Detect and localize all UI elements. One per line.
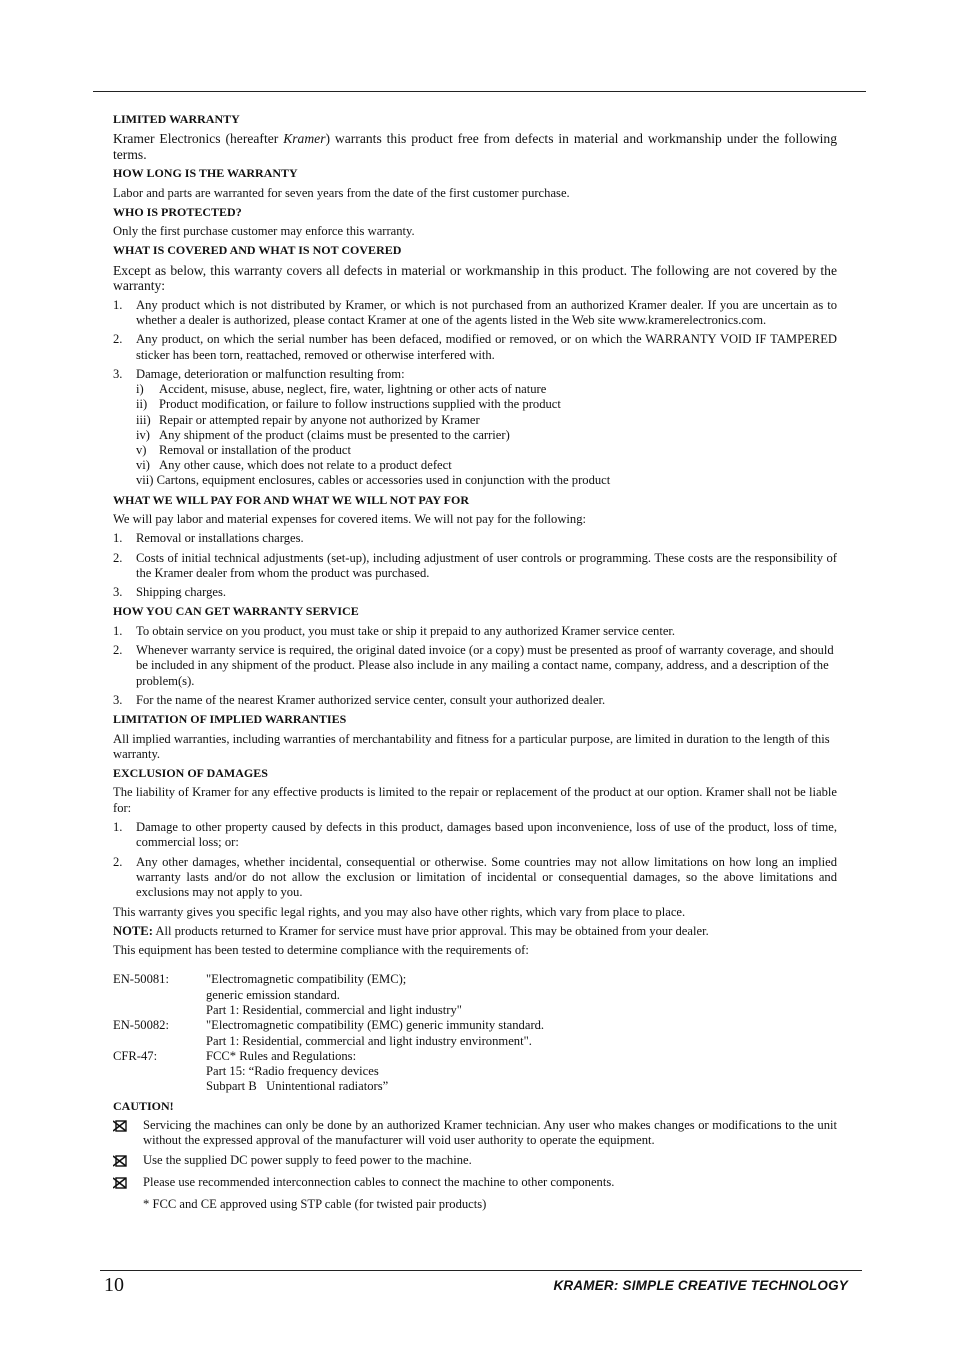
list-item: ii) Product modification, or failure to follow instructions supplied with the product (136, 397, 561, 412)
note-label: NOTE: (113, 923, 153, 938)
how-long-heading: HOW LONG IS THE WARRANTY (113, 166, 298, 181)
list-item: 1. To obtain service on you product, you must take or ship it prepaid to any authorized Kramer service center. (113, 623, 676, 638)
who-protected-paragraph: Only the first purchase customer may enforce this warranty. (113, 224, 415, 239)
title-heading: LIMITED WARRANTY (113, 112, 240, 126)
implied-heading: LIMITATION OF IMPLIED WARRANTIES (113, 712, 347, 727)
standard-row: CFR-47: FCC* Rules and Regulations: Part 15: “Radio frequency devices Subpart B Unintentional radiators” (113, 1048, 389, 1094)
list-item: i) Accident, misuse, abuse, neglect, fire, water, lightning or other acts of nature (136, 382, 547, 397)
compliance-paragraph: This equipment has been tested to determine compliance with the requirements of: (113, 943, 529, 958)
covered-heading: WHAT IS COVERED AND WHAT IS NOT COVERED (113, 243, 402, 258)
exclusion-list (113, 820, 837, 900)
caution-item: Servicing the machines can only be done by an authorized Kramer technician. Any user who makes changes or modifications to the unit without the expressed approval of the manufacturer will void user authority to operate the equipment. (113, 1118, 837, 1149)
pay-paragraph: We will pay labor and material expenses for covered items. We will not pay for the following: (113, 511, 587, 526)
list-item: 1. Removal or installations charges. (113, 531, 304, 546)
exclusion-paragraph: The liability of Kramer for any effective products is limited to the repair or replacement of the product at our option. Kramer shall not be liable for: (113, 785, 837, 815)
intro-paragraph (113, 131, 837, 162)
covered-list (113, 298, 837, 489)
standards-list (113, 972, 837, 1094)
who-protected-heading: WHO IS PROTECTED? (113, 204, 242, 219)
standard-row: EN-50082: "Electromagnetic compatibility (EMC) generic immunity standard. Part 1: Residential, commercial and light industry environment". (113, 1018, 545, 1048)
list-item: v) Removal or installation of the product (136, 443, 352, 458)
list-item: 2. Any other damages, whether incidental, consequential or otherwise. Some countries may not allow limitations on how long an implied warranty lasts and/or do not allow the exclusion or limitation of incidental or consequential damages, so the above limitations and exclusions may not apply to you. (113, 854, 837, 900)
list-item: 2. Whenever warranty service is required, the original dated invoice (or a copy) must be presented as proof of warranty coverage, and should be included in any shipment of the product. Please also include in any mailing a contact name, company, address, and a description of the problem(s). (113, 643, 834, 688)
damage-sublist (113, 382, 837, 488)
warning-box-icon (113, 1120, 129, 1132)
list-item: 2. Any product, on which the serial number has been defaced, modified or removed, or on which the WARRANTY VOID IF TAMPERED sticker has been torn, reattached, removed or otherwise interfered with. (113, 332, 837, 362)
intro-text-b: ) warrants this product free from defects in material and workmanship under the following terms. (113, 131, 837, 162)
header-rule (93, 91, 866, 92)
service-heading: HOW YOU CAN GET WARRANTY SERVICE (113, 604, 359, 619)
warning-box-icon (113, 1155, 129, 1167)
list-item: vi) Any other cause, which does not relate to a product defect (136, 458, 452, 473)
footer-rule (100, 1270, 862, 1271)
list-item: vii) Cartons, equipment enclosures, cables or accessories used in conjunction with the product (136, 473, 611, 488)
footer-tagline: KRAMER: SIMPLE CREATIVE TECHNOLOGY (553, 1278, 848, 1293)
list-item: iv) Any shipment of the product (claims must be presented to the carrier) (136, 427, 510, 442)
note-paragraph: NOTE: All products returned to Kramer for service must have prior approval. This may be obtained from your dealer. (113, 923, 709, 938)
warranty-content (113, 112, 837, 1217)
list-item: 3. Shipping charges. (113, 585, 227, 600)
list-item: 2. Costs of initial technical adjustments (set-up), including adjustment of user controls or programming. These costs are the responsibility of the Kramer dealer from whom the product was purchased. (113, 550, 837, 580)
caution-heading: CAUTION! (113, 1098, 174, 1113)
pay-heading: WHAT WE WILL PAY FOR AND WHAT WE WILL NOT PAY FOR (113, 492, 469, 507)
intro-kramer-em: Kramer (283, 131, 326, 147)
caution-item: Use the supplied DC power supply to feed power to the machine. (113, 1153, 837, 1171)
list-item: 1. Any product which is not distributed by Kramer, or which is not purchased from an authorized Kramer dealer. If you are uncertain as to whether a dealer is authorized, please contact Kramer at one of the agents listed in the Web site www.kramerelectronics.com. (113, 297, 837, 328)
page-number: 10 (104, 1274, 124, 1296)
rights-paragraph: This warranty gives you specific legal rights, and you may also have other rights, which vary from place to place. (113, 904, 686, 919)
fcc-footnote: * FCC and CE approved using STP cable (for twisted pair products) (143, 1197, 487, 1212)
list-item: iii) Repair or attempted repair by anyone not authorized by Kramer (136, 412, 480, 427)
how-long-paragraph: Labor and parts are warranted for seven years from the date of the first customer purchase. (113, 185, 570, 200)
list-item: 3. Damage, deterioration or malfunction resulting from: (113, 366, 405, 381)
exclusion-heading: EXCLUSION OF DAMAGES (113, 766, 268, 781)
service-list (113, 624, 837, 708)
standard-row: EN-50081: "Electromagnetic compatibility (EMC); generic emission standard. Part 1: Residential, commercial and light industry" (113, 972, 462, 1017)
list-item: 1. Damage to other property caused by defects in this product, damages based upon inconvenience, loss of use of the product, loss of time, commercial loss; or: (113, 820, 837, 850)
list-item: 3. For the name of the nearest Kramer authorized service center, consult your authorized dealer. (113, 692, 606, 707)
covered-paragraph: Except as below, this warranty covers all defects in material or workmanship in this product. The following are not covered by the warranty: (113, 262, 837, 294)
warning-box-icon (113, 1177, 129, 1189)
pay-list (113, 531, 837, 600)
implied-paragraph: All implied warranties, including warranties of merchantability and fitness for a particular purpose, are limited in duration to the length of this warranty. (113, 731, 830, 761)
caution-item: Please use recommended interconnection cables to connect the machine to other components. (113, 1175, 837, 1193)
intro-text-a: Kramer Electronics (hereafter (113, 131, 284, 147)
